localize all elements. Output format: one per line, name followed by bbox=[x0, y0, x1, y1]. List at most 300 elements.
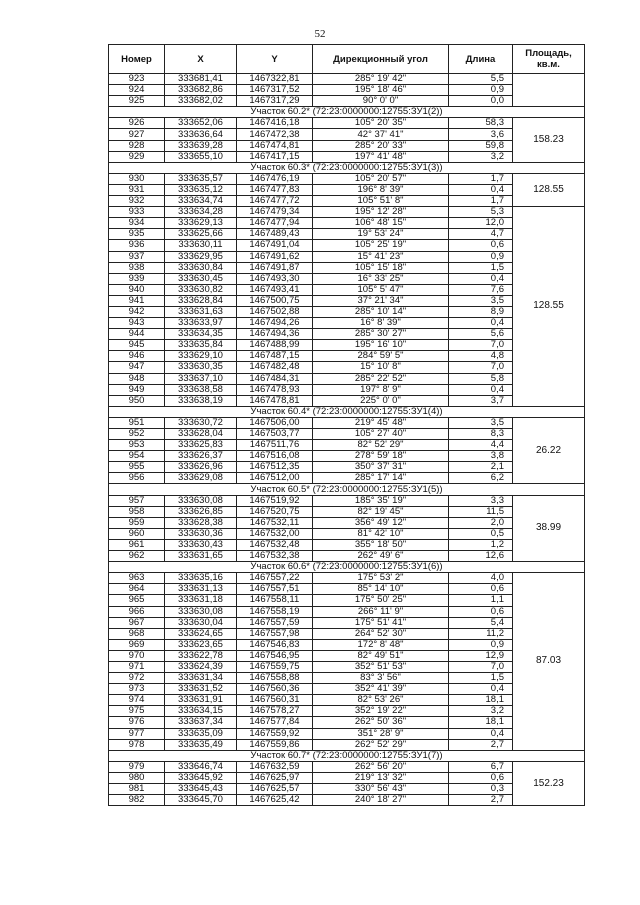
point-number: 954 bbox=[109, 451, 165, 462]
coord-x: 333629,13 bbox=[165, 218, 237, 229]
coord-y: 1467474,81 bbox=[237, 140, 313, 151]
coord-x: 333626,85 bbox=[165, 506, 237, 517]
segment-length: 4,4 bbox=[449, 440, 513, 451]
coord-x: 333631,63 bbox=[165, 306, 237, 317]
segment-length: 12,6 bbox=[449, 551, 513, 562]
direction-angle: 175° 53' 2" bbox=[313, 573, 449, 584]
point-number: 952 bbox=[109, 429, 165, 440]
point-number: 975 bbox=[109, 706, 165, 717]
coord-x: 333639,28 bbox=[165, 140, 237, 151]
point-number: 958 bbox=[109, 506, 165, 517]
coord-x: 333630,11 bbox=[165, 240, 237, 251]
coord-y: 1467557,22 bbox=[237, 573, 313, 584]
table-row bbox=[109, 573, 585, 584]
direction-angle: 240° 18' 27" bbox=[313, 795, 449, 806]
coord-y: 1467532,38 bbox=[237, 551, 313, 562]
segment-length: 3,2 bbox=[449, 151, 513, 162]
direction-angle: 195° 12' 28" bbox=[313, 207, 449, 218]
point-number: 925 bbox=[109, 96, 165, 107]
point-number: 937 bbox=[109, 251, 165, 262]
coord-x: 333634,74 bbox=[165, 196, 237, 207]
segment-length: 11,5 bbox=[449, 506, 513, 517]
point-number: 956 bbox=[109, 473, 165, 484]
point-number: 955 bbox=[109, 462, 165, 473]
coord-x: 333636,64 bbox=[165, 129, 237, 140]
point-number: 934 bbox=[109, 218, 165, 229]
direction-angle: 85° 14' 10" bbox=[313, 584, 449, 595]
direction-angle: 262° 49' 6" bbox=[313, 551, 449, 562]
point-number: 961 bbox=[109, 539, 165, 550]
coord-x: 333628,04 bbox=[165, 429, 237, 440]
point-number: 940 bbox=[109, 284, 165, 295]
coord-y: 1467625,57 bbox=[237, 784, 313, 795]
point-number: 973 bbox=[109, 684, 165, 695]
segment-length: 59,8 bbox=[449, 140, 513, 151]
segment-length: 1,1 bbox=[449, 595, 513, 606]
point-number: 979 bbox=[109, 761, 165, 772]
section-area: 152.23 bbox=[513, 761, 585, 805]
segment-length: 3,5 bbox=[449, 295, 513, 306]
direction-angle: 264° 52' 30" bbox=[313, 628, 449, 639]
point-number: 964 bbox=[109, 584, 165, 595]
table-row bbox=[109, 495, 585, 506]
segment-length: 6,2 bbox=[449, 473, 513, 484]
direction-angle: 262° 56' 20" bbox=[313, 761, 449, 772]
coord-x: 333624,39 bbox=[165, 661, 237, 672]
point-number: 972 bbox=[109, 673, 165, 684]
direction-angle: 16° 8' 39" bbox=[313, 318, 449, 329]
section-title: Участок 60.5* (72:23:0000000:12755:ЗУ1(5)) bbox=[109, 484, 585, 495]
section-title: Участок 60.2* (72:23:0000000:12755:ЗУ1(2)) bbox=[109, 107, 585, 118]
point-number: 924 bbox=[109, 85, 165, 96]
segment-length: 4,7 bbox=[449, 229, 513, 240]
coord-x: 333638,58 bbox=[165, 384, 237, 395]
point-number: 947 bbox=[109, 362, 165, 373]
coord-y: 1467482,48 bbox=[237, 362, 313, 373]
coord-x: 333631,91 bbox=[165, 695, 237, 706]
coord-y: 1467558,11 bbox=[237, 595, 313, 606]
coord-y: 1467493,41 bbox=[237, 284, 313, 295]
section-title: Участок 60.3* (72:23:0000000:12755:ЗУ1(3)) bbox=[109, 162, 585, 173]
point-number: 926 bbox=[109, 118, 165, 129]
section-area: 128.55 bbox=[513, 173, 585, 206]
segment-length: 5,6 bbox=[449, 329, 513, 340]
section-area: 158.23 bbox=[513, 118, 585, 162]
point-number: 966 bbox=[109, 606, 165, 617]
segment-length: 0,4 bbox=[449, 184, 513, 195]
direction-angle: 15° 10' 8" bbox=[313, 362, 449, 373]
coord-y: 1467559,86 bbox=[237, 739, 313, 750]
segment-length: 0,4 bbox=[449, 318, 513, 329]
coord-x: 333635,57 bbox=[165, 173, 237, 184]
segment-length: 5,4 bbox=[449, 617, 513, 628]
coord-x: 333645,43 bbox=[165, 784, 237, 795]
coord-y: 1467632,59 bbox=[237, 761, 313, 772]
point-number: 946 bbox=[109, 351, 165, 362]
table-row bbox=[109, 173, 585, 184]
point-number: 963 bbox=[109, 573, 165, 584]
coord-y: 1467506,00 bbox=[237, 417, 313, 428]
coord-y: 1467559,92 bbox=[237, 728, 313, 739]
direction-angle: 285° 20' 33" bbox=[313, 140, 449, 151]
coord-y: 1467557,51 bbox=[237, 584, 313, 595]
segment-length: 2,1 bbox=[449, 462, 513, 473]
coord-y: 1467546,95 bbox=[237, 650, 313, 661]
point-number: 923 bbox=[109, 74, 165, 85]
coord-x: 333628,38 bbox=[165, 517, 237, 528]
coord-x: 333629,95 bbox=[165, 251, 237, 262]
direction-angle: 266° 11' 9" bbox=[313, 606, 449, 617]
segment-length: 12,9 bbox=[449, 650, 513, 661]
segment-length: 5,3 bbox=[449, 207, 513, 218]
coord-x: 333634,15 bbox=[165, 706, 237, 717]
coord-y: 1467516,08 bbox=[237, 451, 313, 462]
section-title-row bbox=[109, 162, 585, 173]
direction-angle: 105° 20' 35" bbox=[313, 118, 449, 129]
coord-x: 333630,36 bbox=[165, 528, 237, 539]
point-number: 950 bbox=[109, 395, 165, 406]
coord-x: 333637,10 bbox=[165, 373, 237, 384]
direction-angle: 285° 10' 14" bbox=[313, 306, 449, 317]
coord-x: 333628,84 bbox=[165, 295, 237, 306]
segment-length: 0,6 bbox=[449, 584, 513, 595]
coord-x: 333637,34 bbox=[165, 717, 237, 728]
direction-angle: 175° 50' 25" bbox=[313, 595, 449, 606]
segment-length: 0,6 bbox=[449, 240, 513, 251]
coord-y: 1467417,15 bbox=[237, 151, 313, 162]
point-number: 959 bbox=[109, 517, 165, 528]
coord-x: 333638,19 bbox=[165, 395, 237, 406]
direction-angle: 197° 8' 9" bbox=[313, 384, 449, 395]
segment-length: 1,2 bbox=[449, 539, 513, 550]
segment-length: 7,0 bbox=[449, 340, 513, 351]
coord-x: 333631,34 bbox=[165, 673, 237, 684]
point-number: 949 bbox=[109, 384, 165, 395]
point-number: 970 bbox=[109, 650, 165, 661]
segment-length: 0,3 bbox=[449, 784, 513, 795]
coord-x: 333631,52 bbox=[165, 684, 237, 695]
point-number: 981 bbox=[109, 784, 165, 795]
coord-x: 333625,66 bbox=[165, 229, 237, 240]
coord-x: 333629,10 bbox=[165, 351, 237, 362]
segment-length: 58,3 bbox=[449, 118, 513, 129]
coord-x: 333655,10 bbox=[165, 151, 237, 162]
header-length: Длина bbox=[449, 45, 513, 74]
coord-y: 1467472,38 bbox=[237, 129, 313, 140]
coord-y: 1467491,87 bbox=[237, 262, 313, 273]
point-number: 977 bbox=[109, 728, 165, 739]
coord-x: 333634,35 bbox=[165, 329, 237, 340]
section-area: 38.99 bbox=[513, 495, 585, 562]
coord-x: 333631,18 bbox=[165, 595, 237, 606]
point-number: 927 bbox=[109, 129, 165, 140]
point-number: 944 bbox=[109, 329, 165, 340]
coord-y: 1467489,43 bbox=[237, 229, 313, 240]
direction-angle: 16° 33' 25" bbox=[313, 273, 449, 284]
point-number: 982 bbox=[109, 795, 165, 806]
point-number: 931 bbox=[109, 184, 165, 195]
coord-y: 1467491,62 bbox=[237, 251, 313, 262]
section-title: Участок 60.6* (72:23:0000000:12755:ЗУ1(6)) bbox=[109, 562, 585, 573]
direction-angle: 82° 53' 26" bbox=[313, 695, 449, 706]
coord-x: 333630,72 bbox=[165, 417, 237, 428]
point-number: 951 bbox=[109, 417, 165, 428]
coord-y: 1467512,00 bbox=[237, 473, 313, 484]
coord-x: 333630,08 bbox=[165, 495, 237, 506]
segment-length: 0,4 bbox=[449, 728, 513, 739]
segment-length: 6,7 bbox=[449, 761, 513, 772]
point-number: 929 bbox=[109, 151, 165, 162]
coord-y: 1467519,92 bbox=[237, 495, 313, 506]
coord-x: 333625,83 bbox=[165, 440, 237, 451]
section-title-row bbox=[109, 406, 585, 417]
segment-length: 2,0 bbox=[449, 517, 513, 528]
point-number: 965 bbox=[109, 595, 165, 606]
segment-length: 0,9 bbox=[449, 639, 513, 650]
segment-length: 1,7 bbox=[449, 196, 513, 207]
coord-y: 1467500,75 bbox=[237, 295, 313, 306]
coord-y: 1467487,15 bbox=[237, 351, 313, 362]
point-number: 976 bbox=[109, 717, 165, 728]
coord-x: 333635,84 bbox=[165, 340, 237, 351]
coord-x: 333629,08 bbox=[165, 473, 237, 484]
segment-length: 7,0 bbox=[449, 661, 513, 672]
point-number: 939 bbox=[109, 273, 165, 284]
point-number: 943 bbox=[109, 318, 165, 329]
segment-length: 12,0 bbox=[449, 218, 513, 229]
point-number: 969 bbox=[109, 639, 165, 650]
point-number: 942 bbox=[109, 306, 165, 317]
coord-y: 1467557,59 bbox=[237, 617, 313, 628]
section-title-row bbox=[109, 562, 585, 573]
direction-angle: 172° 8' 48" bbox=[313, 639, 449, 650]
coord-y: 1467625,97 bbox=[237, 772, 313, 783]
point-number: 932 bbox=[109, 196, 165, 207]
coord-x: 333630,35 bbox=[165, 362, 237, 373]
segment-length: 0,0 bbox=[449, 96, 513, 107]
direction-angle: 330° 56' 43" bbox=[313, 784, 449, 795]
direction-angle: 105° 27' 40" bbox=[313, 429, 449, 440]
coord-y: 1467560,31 bbox=[237, 695, 313, 706]
direction-angle: 106° 48' 15" bbox=[313, 218, 449, 229]
coord-y: 1467625,42 bbox=[237, 795, 313, 806]
segment-length: 18,1 bbox=[449, 695, 513, 706]
header-num: Номер bbox=[109, 45, 165, 74]
segment-length: 3,5 bbox=[449, 417, 513, 428]
coord-y: 1467477,72 bbox=[237, 196, 313, 207]
section-area bbox=[513, 74, 585, 107]
coord-x: 333630,84 bbox=[165, 262, 237, 273]
segment-length: 0,6 bbox=[449, 772, 513, 783]
section-title-row bbox=[109, 107, 585, 118]
point-number: 971 bbox=[109, 661, 165, 672]
coord-y: 1467532,11 bbox=[237, 517, 313, 528]
point-number: 945 bbox=[109, 340, 165, 351]
direction-angle: 105° 25' 19" bbox=[313, 240, 449, 251]
coord-x: 333635,16 bbox=[165, 573, 237, 584]
segment-length: 5,5 bbox=[449, 74, 513, 85]
direction-angle: 285° 22' 52" bbox=[313, 373, 449, 384]
coord-y: 1467532,48 bbox=[237, 539, 313, 550]
coord-y: 1467317,52 bbox=[237, 85, 313, 96]
segment-length: 3,6 bbox=[449, 129, 513, 140]
direction-angle: 105° 15' 18" bbox=[313, 262, 449, 273]
coord-y: 1467511,76 bbox=[237, 440, 313, 451]
direction-angle: 262° 52' 29" bbox=[313, 739, 449, 750]
point-number: 974 bbox=[109, 695, 165, 706]
coord-x: 333630,04 bbox=[165, 617, 237, 628]
coord-y: 1467503,77 bbox=[237, 429, 313, 440]
direction-angle: 356° 49' 12" bbox=[313, 517, 449, 528]
segment-length: 4,0 bbox=[449, 573, 513, 584]
coord-x: 333635,09 bbox=[165, 728, 237, 739]
coord-y: 1467493,30 bbox=[237, 273, 313, 284]
coord-y: 1467512,35 bbox=[237, 462, 313, 473]
coord-x: 333633,97 bbox=[165, 318, 237, 329]
segment-length: 3,7 bbox=[449, 395, 513, 406]
coord-x: 333622,78 bbox=[165, 650, 237, 661]
direction-angle: 19° 53' 24" bbox=[313, 229, 449, 240]
coord-y: 1467578,27 bbox=[237, 706, 313, 717]
direction-angle: 196° 8' 39" bbox=[313, 184, 449, 195]
direction-angle: 81° 42' 10" bbox=[313, 528, 449, 539]
point-number: 957 bbox=[109, 495, 165, 506]
segment-length: 0,9 bbox=[449, 85, 513, 96]
coordinates-table bbox=[108, 44, 585, 806]
segment-length: 0,4 bbox=[449, 684, 513, 695]
coord-x: 333630,43 bbox=[165, 539, 237, 550]
table-header-row bbox=[109, 45, 585, 74]
coord-y: 1467577,84 bbox=[237, 717, 313, 728]
direction-angle: 195° 18' 46" bbox=[313, 85, 449, 96]
segment-length: 1,5 bbox=[449, 262, 513, 273]
point-number: 962 bbox=[109, 551, 165, 562]
direction-angle: 37° 21' 34" bbox=[313, 295, 449, 306]
direction-angle: 42° 37' 41" bbox=[313, 129, 449, 140]
point-number: 930 bbox=[109, 173, 165, 184]
coord-x: 333646,74 bbox=[165, 761, 237, 772]
segment-length: 3,8 bbox=[449, 451, 513, 462]
coord-y: 1467317,29 bbox=[237, 96, 313, 107]
table-row bbox=[109, 118, 585, 129]
section-area: 128.55 bbox=[513, 207, 585, 407]
coord-y: 1467502,88 bbox=[237, 306, 313, 317]
direction-angle: 284° 59' 5" bbox=[313, 351, 449, 362]
segment-length: 0,9 bbox=[449, 251, 513, 262]
coord-x: 333681,41 bbox=[165, 74, 237, 85]
direction-angle: 219° 45' 48" bbox=[313, 417, 449, 428]
point-number: 938 bbox=[109, 262, 165, 273]
segment-length: 1,7 bbox=[449, 173, 513, 184]
direction-angle: 285° 17' 14" bbox=[313, 473, 449, 484]
coord-y: 1467557,98 bbox=[237, 628, 313, 639]
coord-y: 1467477,94 bbox=[237, 218, 313, 229]
coord-y: 1467559,75 bbox=[237, 661, 313, 672]
coord-y: 1467479,34 bbox=[237, 207, 313, 218]
direction-angle: 355° 18' 50" bbox=[313, 539, 449, 550]
coord-y: 1467476,19 bbox=[237, 173, 313, 184]
direction-angle: 197° 41' 48" bbox=[313, 151, 449, 162]
direction-angle: 351° 28' 9" bbox=[313, 728, 449, 739]
section-area: 87.03 bbox=[513, 573, 585, 751]
direction-angle: 175° 51' 41" bbox=[313, 617, 449, 628]
coord-y: 1467546,83 bbox=[237, 639, 313, 650]
coord-x: 333645,92 bbox=[165, 772, 237, 783]
table-row bbox=[109, 761, 585, 772]
direction-angle: 352° 41' 39" bbox=[313, 684, 449, 695]
point-number: 941 bbox=[109, 295, 165, 306]
direction-angle: 105° 5' 47" bbox=[313, 284, 449, 295]
direction-angle: 105° 51' 8" bbox=[313, 196, 449, 207]
direction-angle: 285° 30' 27" bbox=[313, 329, 449, 340]
segment-length: 0,6 bbox=[449, 606, 513, 617]
section-title: Участок 60.7* (72:23:0000000:12755:ЗУ1(7)) bbox=[109, 750, 585, 761]
coord-x: 333631,65 bbox=[165, 551, 237, 562]
coord-x: 333626,37 bbox=[165, 451, 237, 462]
table-row bbox=[109, 207, 585, 218]
direction-angle: 83° 3' 56" bbox=[313, 673, 449, 684]
segment-length: 3,3 bbox=[449, 495, 513, 506]
coord-y: 1467558,88 bbox=[237, 673, 313, 684]
direction-angle: 105° 20' 57" bbox=[313, 173, 449, 184]
point-number: 980 bbox=[109, 772, 165, 783]
coord-y: 1467484,31 bbox=[237, 373, 313, 384]
direction-angle: 82° 52' 29" bbox=[313, 440, 449, 451]
coord-x: 333626,96 bbox=[165, 462, 237, 473]
coord-x: 333635,12 bbox=[165, 184, 237, 195]
coord-x: 333624,65 bbox=[165, 628, 237, 639]
coord-y: 1467491,04 bbox=[237, 240, 313, 251]
coord-y: 1467478,81 bbox=[237, 395, 313, 406]
section-title: Участок 60.4* (72:23:0000000:12755:ЗУ1(4)) bbox=[109, 406, 585, 417]
direction-angle: 225° 0' 0" bbox=[313, 395, 449, 406]
table-row bbox=[109, 74, 585, 85]
coord-y: 1467477,83 bbox=[237, 184, 313, 195]
segment-length: 7,0 bbox=[449, 362, 513, 373]
point-number: 967 bbox=[109, 617, 165, 628]
point-number: 978 bbox=[109, 739, 165, 750]
direction-angle: 262° 50' 36" bbox=[313, 717, 449, 728]
coord-x: 333682,02 bbox=[165, 96, 237, 107]
point-number: 935 bbox=[109, 229, 165, 240]
point-number: 928 bbox=[109, 140, 165, 151]
header-angle: Дирекционный угол bbox=[313, 45, 449, 74]
coord-x: 333682,86 bbox=[165, 85, 237, 96]
coord-y: 1467488,99 bbox=[237, 340, 313, 351]
coord-x: 333630,45 bbox=[165, 273, 237, 284]
direction-angle: 350° 37' 31" bbox=[313, 462, 449, 473]
section-area: 26.22 bbox=[513, 417, 585, 484]
segment-length: 2,7 bbox=[449, 795, 513, 806]
segment-length: 8,3 bbox=[449, 429, 513, 440]
table-row bbox=[109, 417, 585, 428]
coord-x: 333623,65 bbox=[165, 639, 237, 650]
coord-x: 333631,13 bbox=[165, 584, 237, 595]
segment-length: 2,7 bbox=[449, 739, 513, 750]
segment-length: 18,1 bbox=[449, 717, 513, 728]
header-x: X bbox=[165, 45, 237, 74]
segment-length: 1,5 bbox=[449, 673, 513, 684]
direction-angle: 82° 19' 45" bbox=[313, 506, 449, 517]
coord-y: 1467478,93 bbox=[237, 384, 313, 395]
point-number: 933 bbox=[109, 207, 165, 218]
coord-x: 333630,08 bbox=[165, 606, 237, 617]
coord-y: 1467560,36 bbox=[237, 684, 313, 695]
header-y: Y bbox=[237, 45, 313, 74]
direction-angle: 278° 59' 18" bbox=[313, 451, 449, 462]
coord-y: 1467558,19 bbox=[237, 606, 313, 617]
coord-y: 1467532,00 bbox=[237, 528, 313, 539]
